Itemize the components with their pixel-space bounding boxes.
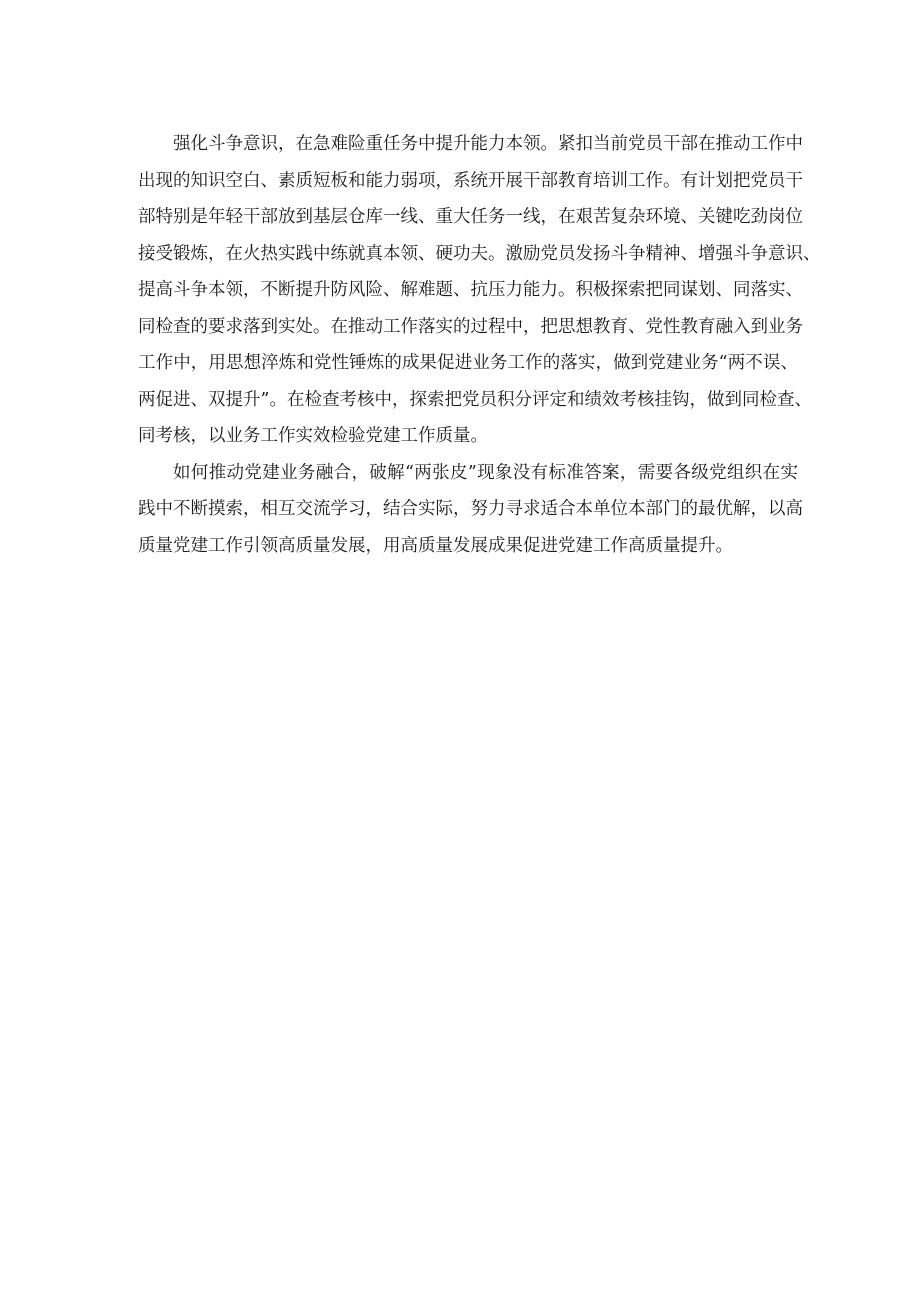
paragraph-2-line-2: 践中不断摸索，相互交流学习，结合实际，努力寻求适合本单位本部门的最优解，以高 xyxy=(138,499,803,519)
paragraph-1-line-2: 出现的知识空白、素质短板和能力弱项，系统开展干部教育培训工作。有计划把党员干 xyxy=(138,170,803,191)
paragraph-1-line-3: 部特别是年轻干部放到基层仓库一线、重大任务一线，在艰苦复杂环境、关键吃劲岗位 xyxy=(138,207,803,227)
paragraph-1-line-6: 同检查的要求落到实处。在推动工作落实的过程中，把思想教育、党性教育融入到业务 xyxy=(138,316,803,337)
paragraph-1-line-1: 强化斗争意识，在急难险重任务中提升能力本领。紧扣当前党员干部在推动工作中 xyxy=(173,134,803,154)
paragraph-1-line-4: 接受锻炼，在火热实践中练就真本领、硬功夫。激励党员发扬斗争精神、增强斗争意识、 xyxy=(138,243,821,264)
document-body xyxy=(138,126,821,564)
paragraph-1-line-5: 提高斗争本领，不断提升防风险、解难题、抗压力能力。积极探索把同谋划、同落实、 xyxy=(138,280,803,300)
paragraph-1 xyxy=(138,126,821,455)
paragraph-2-line-1: 如何推动党建业务融合，破解“两张皮”现象没有标准答案，需要各级党组织在实 xyxy=(173,462,798,483)
paragraph-2 xyxy=(138,455,803,565)
paragraph-1-line-8: 两促进、双提升”。在检查考核中，探索把党员积分评定和绩效考核挂钩，做到同检查、 xyxy=(138,389,812,410)
paragraph-1-line-9: 同考核，以业务工作实效检验党建工作质量。 xyxy=(138,426,488,446)
paragraph-1-line-7: 工作中，用思想淬炼和党性锤炼的成果促进业务工作的落实，做到党建业务“两不误、 xyxy=(138,353,798,373)
paragraph-2-line-3: 质量党建工作引领高质量发展，用高质量发展成果促进党建工作高质量提升。 xyxy=(138,535,733,556)
